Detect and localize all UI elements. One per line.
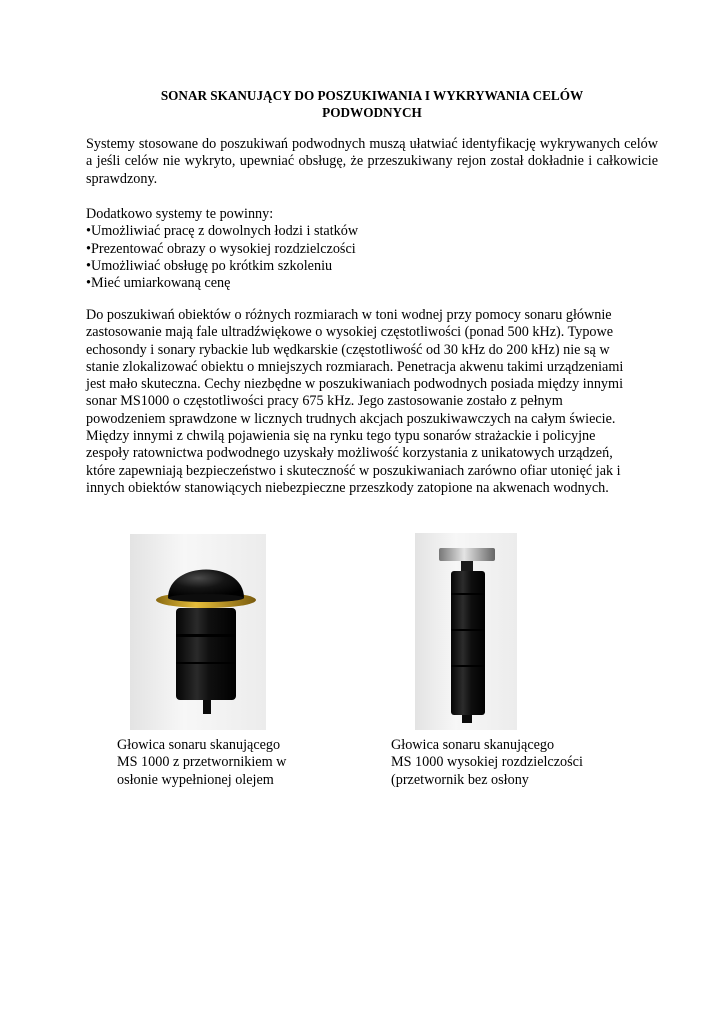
sonar-head-oil-filled-icon [130,534,266,730]
caption-line: osłonie wypełnionej olejem [117,771,274,788]
body-paragraph [86,307,658,497]
body-line: powodzeniem sprawdzone w licznych trudnych akcjach poszukiwawczych na całym świecie. [86,410,616,427]
body-line: sonar MS1000 o częstotliwości pracy 675 kHz. Jego zastosowanie zostało z pełnym [86,393,563,410]
body-line: jest mało skuteczna. Cechy niezbędne w poszukiwaniach podwodnych posiada między innymi [86,376,624,393]
requirement-item: •Umożliwiać pracę z dowolnych łodzi i statków [86,223,359,240]
sonar-head-oil-filled-photo [130,534,266,730]
caption-line: MS 1000 z przetwornikiem w [117,754,287,771]
title-line-1: SONAR SKANUJĄCY DO POSZUKIWANIA I WYKRYWANIA CELÓW [160,88,584,103]
body-line: stanie zlokalizować obiektu o mniejszych rozmiarach. Penetracja akwenu takimi urządzeniami [86,358,624,375]
requirement-item: •Umożliwiać obsługę po krótkim szkoleniu [86,257,333,274]
document-title [86,87,658,121]
caption-line: MS 1000 wysokiej rozdzielczości [391,754,583,771]
body-line: które zapewniają bezpieczeństwo i skuteczność w poszukiwaniach zarówno ofiar utonięć jak i [86,462,621,479]
body-line: zespoły ratownictwa podwodnego uzyskały możliwość korzystania z unikatowych urządzeń, [86,445,613,462]
requirement-item: •Prezentować obrazy o wysokiej rozdzielczości [86,240,356,257]
intro-paragraph: Systemy stosowane do poszukiwań podwodnych muszą ułatwiać identyfikację wykrywanych celów a jeśli celów nie wykryto, upewniać obsługę, że przeszukiwany rejon został dokładnie i całkowicie sprawdzony. [86,136,658,187]
body-line: echosondy i sonary rybackie lub wędkarskie (częstotliwość od 30 kHz do 200 kHz) nie są w [86,341,610,358]
body-line: zastosowanie mają fale ultradźwiękowe o wysokiej częstotliwości (ponad 500 kHz). Typowe [86,324,614,341]
caption-line: (przetwornik bez osłony [391,771,529,788]
sonar-head-high-resolution-icon [415,533,517,730]
figure-caption-2 [391,737,611,789]
title-line-2: PODWODNYCH [322,105,422,120]
body-line: Między innymi z chwilą pojawienia się na rynku tego typu sonarów strażackie i policyjne [86,428,596,445]
figure-caption-1 [117,737,337,789]
sonar-head-high-resolution-photo [415,533,517,730]
body-line: innych obiektów stanowiących niebezpieczne przeszkody zatopione na akwenach wodnych. [86,479,609,496]
requirements-lead: Dodatkowo systemy te powinny: [86,206,274,222]
caption-line: Głowica sonaru skanującego [117,737,281,753]
caption-line: Głowica sonaru skanującego [391,737,555,753]
body-line: Do poszukiwań obiektów o różnych rozmiarach w toni wodnej przy pomocy sonaru głównie [86,307,612,323]
requirements-section [86,206,658,292]
requirement-item: •Mieć umiarkowaną cenę [86,275,231,292]
requirements-list [86,223,658,292]
